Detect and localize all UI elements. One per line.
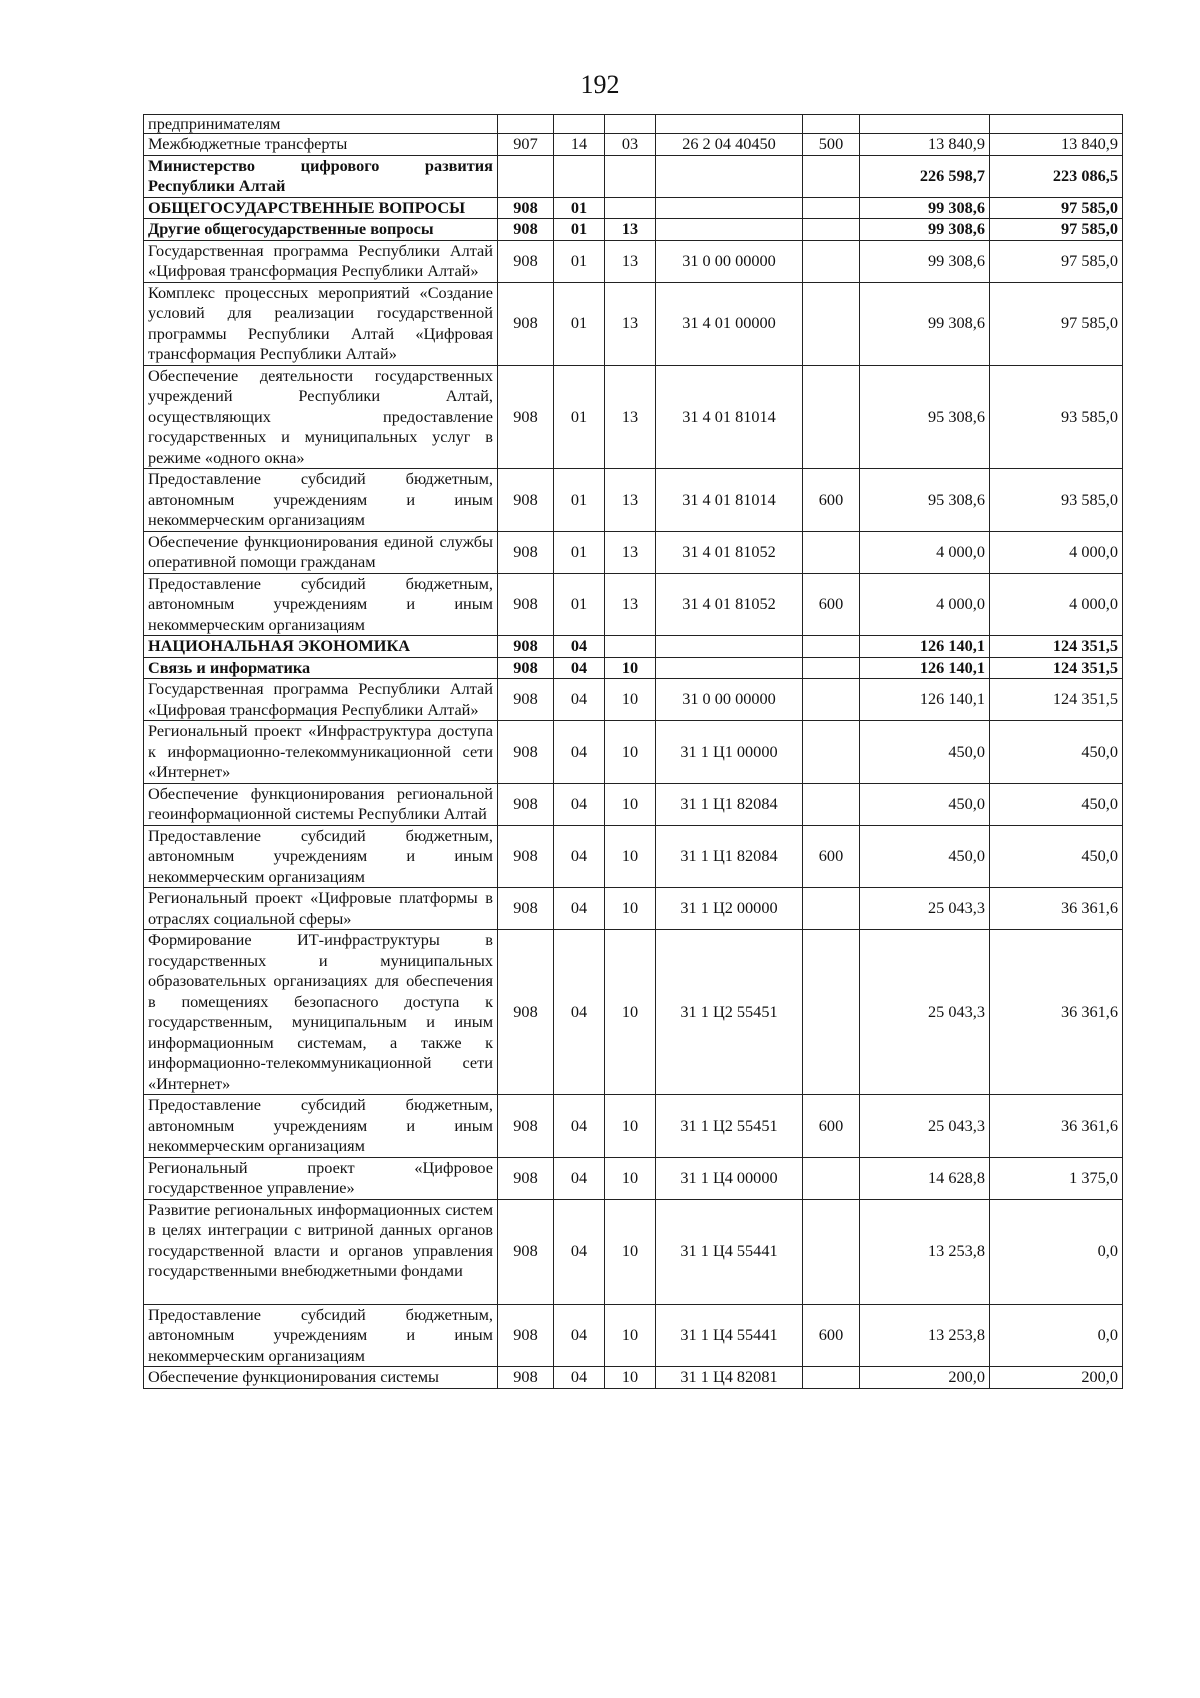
item-name-cell: Предоставление субсидий бюджетным, автономным учреждениям и иным некоммерческим организациям [144, 1304, 498, 1367]
ministry-code-cell: 908 [498, 636, 554, 658]
table-row [144, 469, 1123, 532]
amount-year1-cell: 13 253,8 [860, 1304, 990, 1367]
table-row [144, 888, 1123, 930]
budget-table [143, 114, 1123, 1389]
ministry-code-cell: 908 [498, 1367, 554, 1389]
section-code-cell: 04 [554, 721, 605, 784]
subsection-code-cell [605, 636, 656, 658]
subsection-code-cell: 10 [605, 1157, 656, 1199]
subsection-code-cell: 13 [605, 240, 656, 282]
amount-year2-cell: 4 000,0 [990, 531, 1123, 573]
amount-year1-cell: 99 308,6 [860, 282, 990, 365]
amount-year1-cell: 13 253,8 [860, 1199, 990, 1304]
amount-year2-cell: 97 585,0 [990, 219, 1123, 241]
ministry-code-cell: 908 [498, 930, 554, 1095]
section-code-cell: 14 [554, 134, 605, 156]
item-name-cell: Региональный проект «Инфраструктура доступа к информационно-телекоммуникационной сети «Интернет» [144, 721, 498, 784]
table-row [144, 721, 1123, 784]
target-article-cell: 31 1 Ц4 00000 [656, 1157, 803, 1199]
amount-year2-cell: 200,0 [990, 1367, 1123, 1389]
item-name-cell: Комплекс процессных мероприятий «Создание условий для реализации государственной программы Республики Алтай «Цифровая трансформация Республики Алтай» [144, 282, 498, 365]
amount-year1-cell: 4 000,0 [860, 531, 990, 573]
item-name-cell: Министерство цифрового развития Республики Алтай [144, 155, 498, 197]
subsection-code-cell [605, 155, 656, 197]
amount-year1-cell: 99 308,6 [860, 197, 990, 219]
expense-type-cell [803, 155, 860, 197]
amount-year1-cell: 126 140,1 [860, 636, 990, 658]
subsection-code-cell: 10 [605, 679, 656, 721]
amount-year2-cell: 223 086,5 [990, 155, 1123, 197]
item-name-cell: Региональный проект «Цифровое государственное управление» [144, 1157, 498, 1199]
target-article-cell: 31 1 Ц4 55441 [656, 1304, 803, 1367]
expense-type-cell: 600 [803, 573, 860, 636]
ministry-code-cell: 908 [498, 1304, 554, 1367]
target-article-cell [656, 636, 803, 658]
subsection-code-cell: 10 [605, 1095, 656, 1158]
ministry-code-cell: 908 [498, 657, 554, 679]
amount-year2-cell: 0,0 [990, 1199, 1123, 1304]
target-article-cell: 31 1 Ц4 82081 [656, 1367, 803, 1389]
expense-type-cell [803, 783, 860, 825]
item-name-cell: Связь и информатика [144, 657, 498, 679]
item-name-cell: Формирование ИТ-инфраструктуры в государственных и муниципальных образовательных организациях для обеспечения в помещениях безопасного доступа к государственным, муниципальным и иным информационным системам, а также к информационно-телекоммуникационной сети «Интернет» [144, 930, 498, 1095]
amount-year2-cell: 97 585,0 [990, 197, 1123, 219]
section-code-cell: 01 [554, 219, 605, 241]
amount-year1-cell: 25 043,3 [860, 1095, 990, 1158]
ministry-code-cell: 908 [498, 721, 554, 784]
table-row [144, 282, 1123, 365]
section-code-cell: 01 [554, 469, 605, 532]
amount-year1-cell: 450,0 [860, 721, 990, 784]
amount-year2-cell: 36 361,6 [990, 888, 1123, 930]
subsection-code-cell: 10 [605, 783, 656, 825]
amount-year2-cell: 93 585,0 [990, 365, 1123, 469]
table-row [144, 930, 1123, 1095]
subsection-code-cell: 10 [605, 1199, 656, 1304]
subsection-code-cell: 13 [605, 219, 656, 241]
subsection-code-cell: 10 [605, 825, 656, 888]
table-row [144, 197, 1123, 219]
expense-type-cell [803, 282, 860, 365]
ministry-code-cell: 907 [498, 134, 554, 156]
expense-type-cell [803, 365, 860, 469]
amount-year2-cell: 124 351,5 [990, 636, 1123, 658]
subsection-code-cell: 10 [605, 1367, 656, 1389]
section-code-cell: 01 [554, 573, 605, 636]
expense-type-cell: 600 [803, 469, 860, 532]
amount-year1-cell [860, 115, 990, 134]
ministry-code-cell: 908 [498, 219, 554, 241]
ministry-code-cell [498, 115, 554, 134]
section-code-cell: 04 [554, 930, 605, 1095]
item-name-cell: Государственная программа Республики Алтай «Цифровая трансформация Республики Алтай» [144, 240, 498, 282]
section-code-cell: 04 [554, 1367, 605, 1389]
target-article-cell [656, 155, 803, 197]
expense-type-cell: 600 [803, 825, 860, 888]
amount-year1-cell: 200,0 [860, 1367, 990, 1389]
amount-year2-cell: 450,0 [990, 721, 1123, 784]
section-code-cell: 01 [554, 365, 605, 469]
amount-year1-cell: 126 140,1 [860, 679, 990, 721]
expense-type-cell [803, 930, 860, 1095]
ministry-code-cell: 908 [498, 365, 554, 469]
target-article-cell [656, 657, 803, 679]
section-code-cell: 04 [554, 1095, 605, 1158]
subsection-code-cell [605, 197, 656, 219]
amount-year1-cell: 226 598,7 [860, 155, 990, 197]
section-code-cell: 01 [554, 531, 605, 573]
subsection-code-cell: 13 [605, 365, 656, 469]
table-row [144, 1199, 1123, 1304]
target-article-cell: 31 4 01 81014 [656, 365, 803, 469]
item-name-cell: Обеспечение функционирования единой службы оперативной помощи гражданам [144, 531, 498, 573]
target-article-cell: 31 0 00 00000 [656, 240, 803, 282]
table-row [144, 1095, 1123, 1158]
ministry-code-cell: 908 [498, 679, 554, 721]
subsection-code-cell: 10 [605, 888, 656, 930]
amount-year2-cell: 450,0 [990, 825, 1123, 888]
amount-year1-cell: 126 140,1 [860, 657, 990, 679]
section-code-cell: 04 [554, 1157, 605, 1199]
target-article-cell: 31 4 01 81014 [656, 469, 803, 532]
item-name-cell: Государственная программа Республики Алтай «Цифровая трансформация Республики Алтай» [144, 679, 498, 721]
table-row [144, 825, 1123, 888]
subsection-code-cell: 13 [605, 573, 656, 636]
amount-year2-cell: 1 375,0 [990, 1157, 1123, 1199]
target-article-cell: 31 4 01 81052 [656, 531, 803, 573]
amount-year1-cell: 99 308,6 [860, 219, 990, 241]
ministry-code-cell: 908 [498, 1199, 554, 1304]
subsection-code-cell: 03 [605, 134, 656, 156]
expense-type-cell [803, 1157, 860, 1199]
expense-type-cell: 600 [803, 1095, 860, 1158]
amount-year2-cell: 450,0 [990, 783, 1123, 825]
expense-type-cell [803, 531, 860, 573]
amount-year1-cell: 4 000,0 [860, 573, 990, 636]
table-row [144, 636, 1123, 658]
expense-type-cell: 600 [803, 1304, 860, 1367]
ministry-code-cell: 908 [498, 469, 554, 532]
table-row [144, 134, 1123, 156]
target-article-cell: 31 1 Ц2 55451 [656, 930, 803, 1095]
table-row [144, 657, 1123, 679]
subsection-code-cell: 10 [605, 930, 656, 1095]
subsection-code-cell: 13 [605, 469, 656, 532]
table-row [144, 679, 1123, 721]
table-row [144, 783, 1123, 825]
amount-year1-cell: 95 308,6 [860, 469, 990, 532]
subsection-code-cell: 10 [605, 721, 656, 784]
target-article-cell: 31 0 00 00000 [656, 679, 803, 721]
page-number: 192 [580, 70, 620, 99]
expense-type-cell [803, 679, 860, 721]
ministry-code-cell: 908 [498, 825, 554, 888]
item-name-cell: Региональный проект «Цифровые платформы в отраслях социальной сферы» [144, 888, 498, 930]
table-row [144, 531, 1123, 573]
ministry-code-cell: 908 [498, 240, 554, 282]
amount-year2-cell: 124 351,5 [990, 679, 1123, 721]
section-code-cell: 01 [554, 197, 605, 219]
subsection-code-cell: 13 [605, 282, 656, 365]
target-article-cell [656, 197, 803, 219]
amount-year2-cell: 124 351,5 [990, 657, 1123, 679]
subsection-code-cell: 10 [605, 657, 656, 679]
section-code-cell: 04 [554, 657, 605, 679]
section-code-cell [554, 155, 605, 197]
table-body [144, 115, 1123, 1389]
target-article-cell [656, 219, 803, 241]
item-name-cell: НАЦИОНАЛЬНАЯ ЭКОНОМИКА [144, 636, 498, 658]
amount-year1-cell: 450,0 [860, 825, 990, 888]
section-code-cell: 04 [554, 783, 605, 825]
item-name-cell: Другие общегосударственные вопросы [144, 219, 498, 241]
ministry-code-cell [498, 155, 554, 197]
target-article-cell: 31 1 Ц1 82084 [656, 783, 803, 825]
table-row [144, 219, 1123, 241]
table-row [144, 240, 1123, 282]
target-article-cell: 31 4 01 00000 [656, 282, 803, 365]
expense-type-cell [803, 636, 860, 658]
item-name-cell: Обеспечение функционирования системы [144, 1367, 498, 1389]
section-code-cell: 01 [554, 240, 605, 282]
target-article-cell: 26 2 04 40450 [656, 134, 803, 156]
expense-type-cell [803, 888, 860, 930]
amount-year2-cell: 0,0 [990, 1304, 1123, 1367]
subsection-code-cell [605, 115, 656, 134]
section-code-cell: 04 [554, 679, 605, 721]
section-code-cell [554, 115, 605, 134]
section-code-cell: 04 [554, 825, 605, 888]
amount-year1-cell: 25 043,3 [860, 888, 990, 930]
expense-type-cell [803, 115, 860, 134]
target-article-cell [656, 115, 803, 134]
table-row [144, 573, 1123, 636]
amount-year1-cell: 25 043,3 [860, 930, 990, 1095]
ministry-code-cell: 908 [498, 1095, 554, 1158]
expense-type-cell [803, 197, 860, 219]
expense-type-cell [803, 657, 860, 679]
target-article-cell: 31 1 Ц4 55441 [656, 1199, 803, 1304]
amount-year2-cell: 4 000,0 [990, 573, 1123, 636]
table-row [144, 1157, 1123, 1199]
amount-year2-cell: 93 585,0 [990, 469, 1123, 532]
item-name-cell: Обеспечение деятельности государственных учреждений Республики Алтай, осуществляющих предоставление государственных и муниципальных услуг в режиме «одного окна» [144, 365, 498, 469]
ministry-code-cell: 908 [498, 888, 554, 930]
target-article-cell: 31 1 Ц2 00000 [656, 888, 803, 930]
table-row [144, 155, 1123, 197]
amount-year2-cell: 97 585,0 [990, 282, 1123, 365]
section-code-cell: 01 [554, 282, 605, 365]
amount-year2-cell [990, 115, 1123, 134]
table-row [144, 115, 1123, 134]
ministry-code-cell: 908 [498, 282, 554, 365]
target-article-cell: 31 1 Ц1 00000 [656, 721, 803, 784]
section-code-cell: 04 [554, 1304, 605, 1367]
target-article-cell: 31 1 Ц2 55451 [656, 1095, 803, 1158]
subsection-code-cell: 10 [605, 1304, 656, 1367]
amount-year1-cell: 14 628,8 [860, 1157, 990, 1199]
item-name-cell: ОБЩЕГОСУДАРСТВЕННЫЕ ВОПРОСЫ [144, 197, 498, 219]
section-code-cell: 04 [554, 636, 605, 658]
amount-year2-cell: 36 361,6 [990, 1095, 1123, 1158]
amount-year2-cell: 13 840,9 [990, 134, 1123, 156]
item-name-cell: Развитие региональных информационных систем в целях интеграции с витриной данных органов государственной власти и органов управления государственными внебюджетными фондами [144, 1199, 498, 1304]
amount-year1-cell: 99 308,6 [860, 240, 990, 282]
expense-type-cell [803, 219, 860, 241]
table-row [144, 365, 1123, 469]
expense-type-cell [803, 721, 860, 784]
ministry-code-cell: 908 [498, 1157, 554, 1199]
section-code-cell: 04 [554, 888, 605, 930]
table-row [144, 1304, 1123, 1367]
item-name-cell: Предоставление субсидий бюджетным, автономным учреждениям и иным некоммерческим организациям [144, 573, 498, 636]
ministry-code-cell: 908 [498, 573, 554, 636]
table-row [144, 1367, 1123, 1389]
expense-type-cell [803, 1199, 860, 1304]
subsection-code-cell: 13 [605, 531, 656, 573]
item-name-cell: Межбюджетные трансферты [144, 134, 498, 156]
amount-year1-cell: 13 840,9 [860, 134, 990, 156]
ministry-code-cell: 908 [498, 783, 554, 825]
item-name-cell: Предоставление субсидий бюджетным, автономным учреждениям и иным некоммерческим организациям [144, 825, 498, 888]
expense-type-cell [803, 1367, 860, 1389]
item-name-cell: Предоставление субсидий бюджетным, автономным учреждениям и иным некоммерческим организациям [144, 469, 498, 532]
expense-type-cell: 500 [803, 134, 860, 156]
ministry-code-cell: 908 [498, 531, 554, 573]
expense-type-cell [803, 240, 860, 282]
amount-year2-cell: 97 585,0 [990, 240, 1123, 282]
amount-year1-cell: 95 308,6 [860, 365, 990, 469]
target-article-cell: 31 4 01 81052 [656, 573, 803, 636]
target-article-cell: 31 1 Ц1 82084 [656, 825, 803, 888]
item-name-cell: Предоставление субсидий бюджетным, автономным учреждениям и иным некоммерческим организациям [144, 1095, 498, 1158]
item-name-cell: Обеспечение функционирования региональной геоинформационной системы Республики Алтай [144, 783, 498, 825]
section-code-cell: 04 [554, 1199, 605, 1304]
amount-year1-cell: 450,0 [860, 783, 990, 825]
item-name-cell: предпринимателям [144, 115, 498, 134]
amount-year2-cell: 36 361,6 [990, 930, 1123, 1095]
ministry-code-cell: 908 [498, 197, 554, 219]
